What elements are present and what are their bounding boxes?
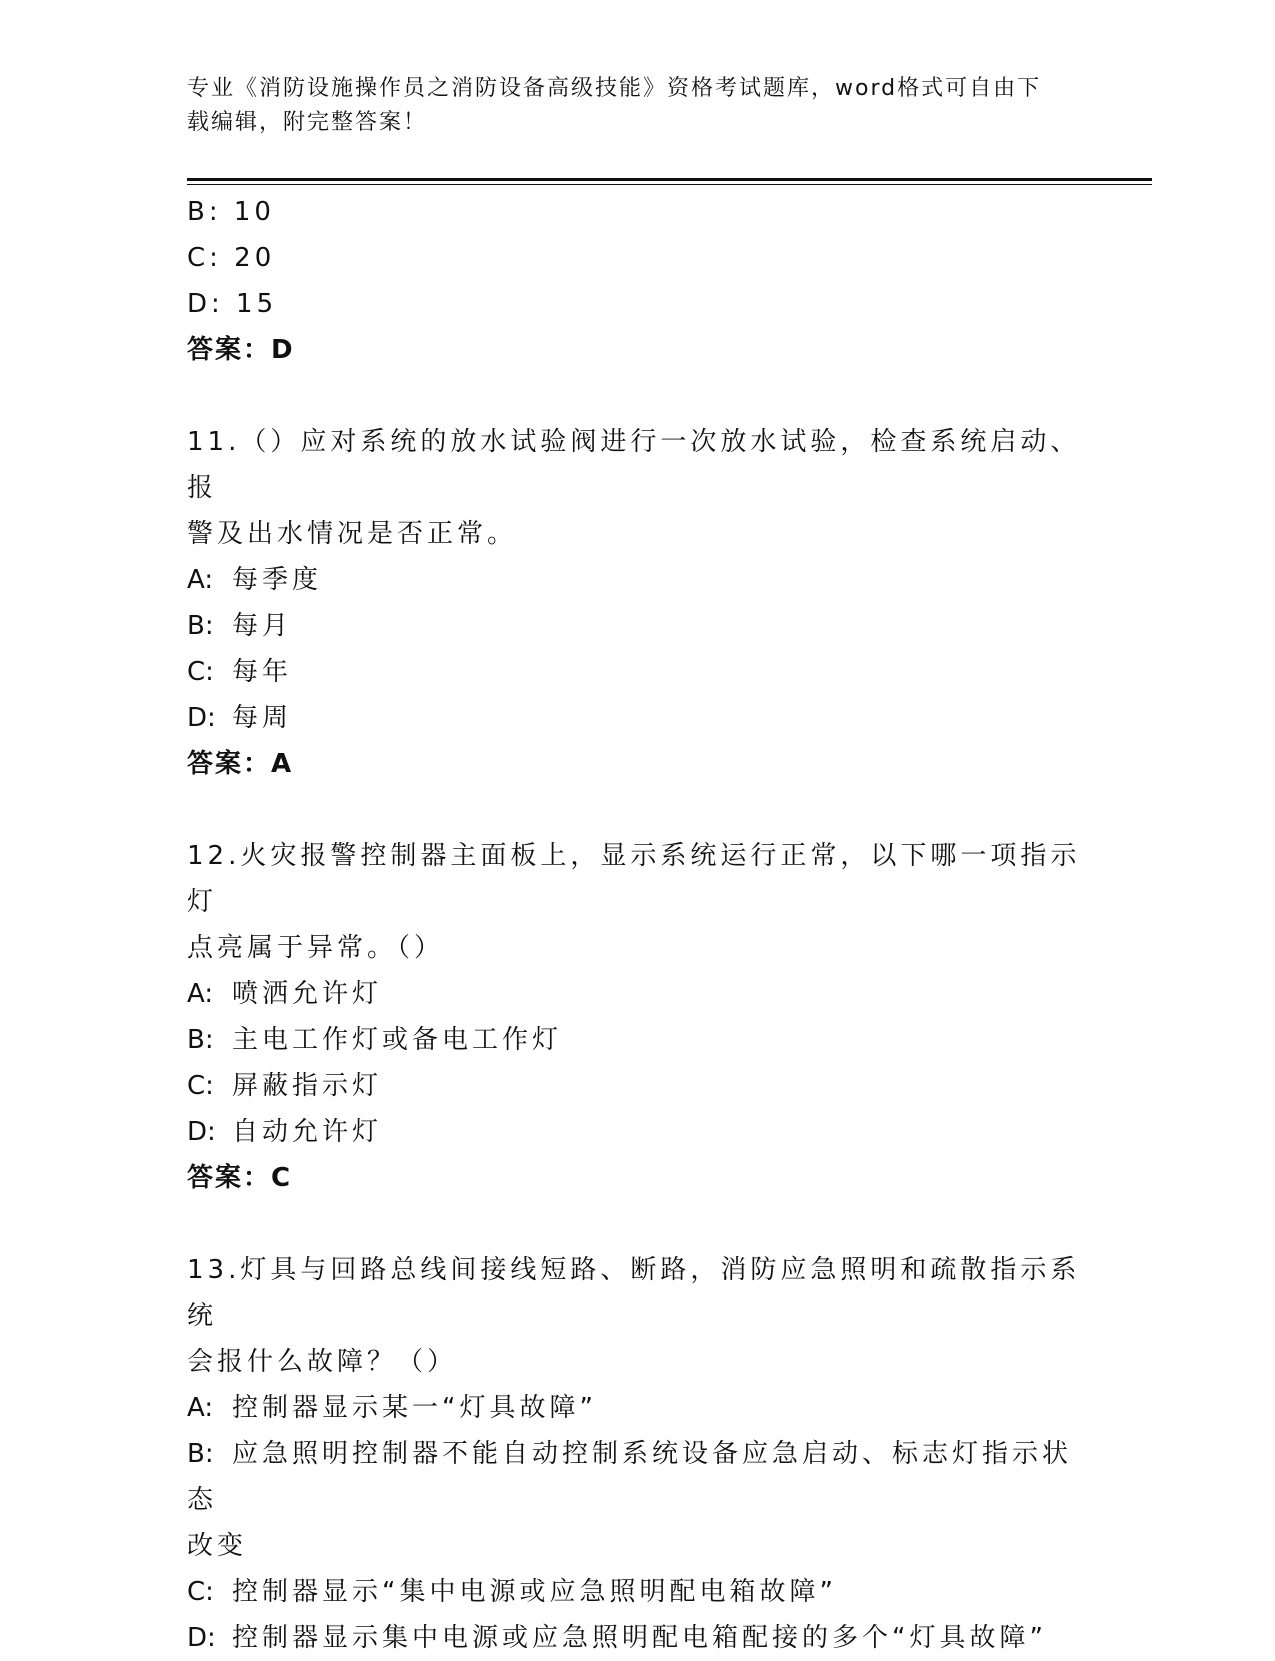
question-stem-cont: 点亮属于异常。（） (187, 933, 445, 963)
question-content (187, 189, 1087, 1661)
option-b: B: 应急照明控制器不能自动控制系统设备应急启动、标志灯指示状态 (187, 1439, 1073, 1515)
question-stem-cont: 警及出水情况是否正常。 (187, 519, 518, 549)
option-line: C: 20 (187, 243, 276, 273)
question-stem: 11.（）应对系统的放水试验阀进行一次放水试验，检查系统启动、报 (187, 427, 1081, 503)
header-line-1: 专业《消防设施操作员之消防设备高级技能》资格考试题库，word格式可自由下 (187, 76, 1042, 101)
option-a: A: 每季度 (187, 565, 323, 595)
option-c: C: 屏蔽指示灯 (187, 1071, 383, 1101)
option-d: D: 控制器显示集中电源或应急照明配电箱配接的多个“灯具故障” (187, 1623, 1047, 1653)
option-line: B: 10 (187, 197, 275, 227)
option-a: A: 控制器显示某一“灯具故障” (187, 1393, 597, 1423)
header-rule-thick (187, 178, 1152, 181)
option-d: D: 自动允许灯 (187, 1117, 383, 1147)
option-c: C: 每年 (187, 657, 293, 687)
header-rule-thin (187, 184, 1152, 185)
answer-line: 答案：A (187, 749, 294, 779)
answer-line: 答案：C (187, 1163, 293, 1193)
option-line: D: 15 (187, 289, 278, 319)
header-line-2: 载编辑，附完整答案！ (187, 110, 428, 135)
option-b-cont: 改变 (187, 1531, 248, 1561)
answer-line: 答案：D (187, 335, 295, 365)
option-d: D: 每周 (187, 703, 293, 733)
question-stem: 12.火灾报警控制器主面板上，显示系统运行正常，以下哪一项指示灯 (187, 841, 1081, 917)
option-a: A: 喷洒允许灯 (187, 979, 383, 1009)
document-header (187, 72, 1087, 140)
option-c: C: 控制器显示“集中电源或应急照明配电箱故障” (187, 1577, 837, 1607)
option-b: B: 每月 (187, 611, 293, 641)
question-stem: 13.灯具与回路总线间接线短路、断路，消防应急照明和疏散指示系统 (187, 1255, 1081, 1331)
question-stem-cont: 会报什么故障？（） (187, 1347, 458, 1377)
option-b: B: 主电工作灯或备电工作灯 (187, 1025, 563, 1055)
